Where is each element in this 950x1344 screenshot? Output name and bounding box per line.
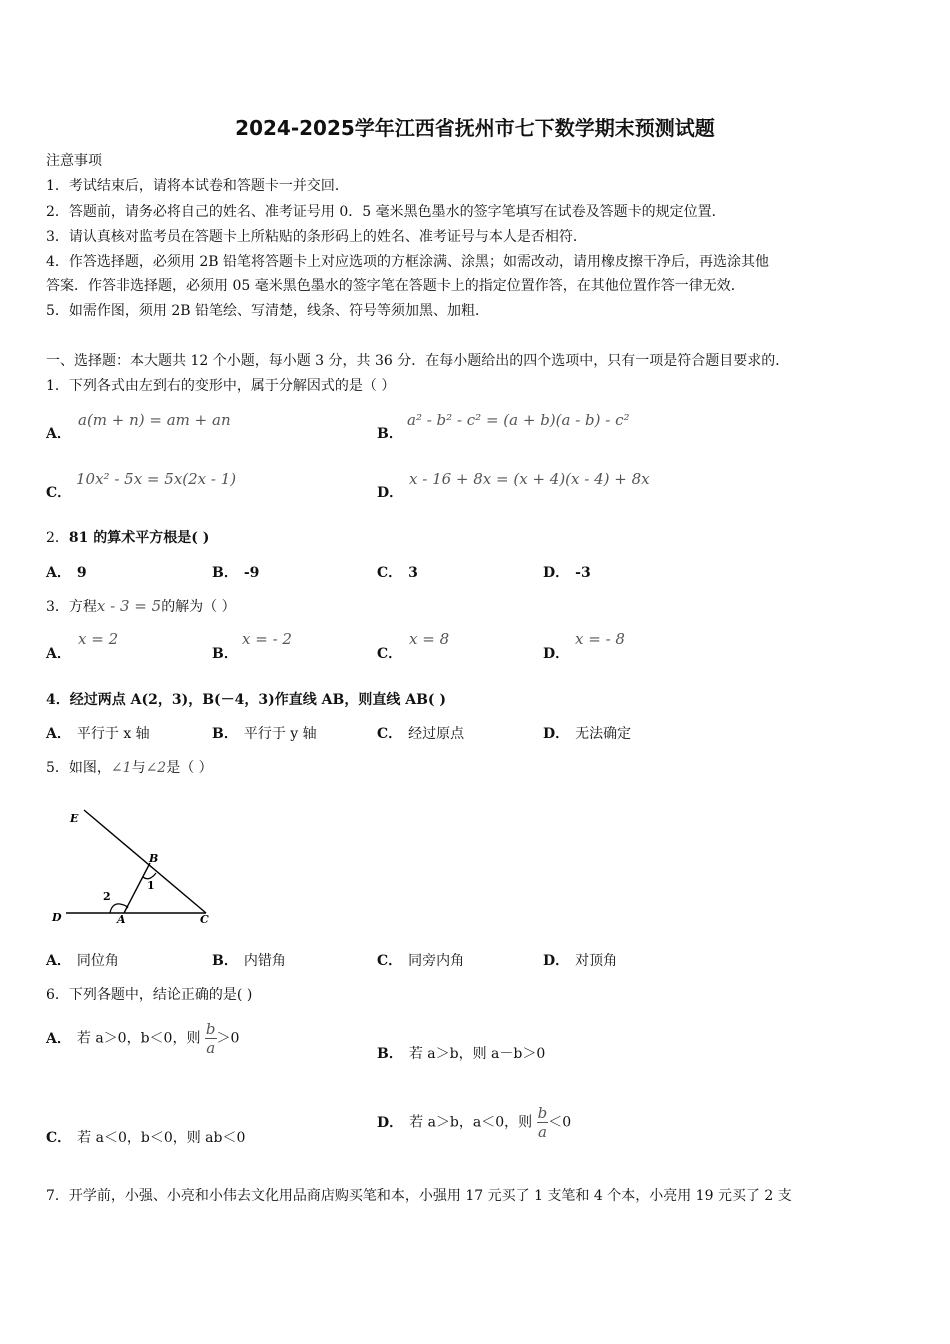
q2-option-a [46, 563, 87, 583]
fraction-numerator: b [537, 1104, 548, 1122]
q6-option-d-pre: 若 a＞b，a＜0，则 [409, 1114, 533, 1131]
q6-option-a-fraction [205, 1020, 217, 1057]
notice-item: 5．如需作图，须用 2B 铅笔绘、写清楚，线条、符号等须加黑、加粗． [46, 303, 490, 319]
q3-option-a: x = 2 [78, 630, 119, 648]
question-1-stem: 1．下列各式由左到右的变形中，属于分解因式的是（ ） [46, 378, 396, 394]
q3-stem-pre: 3．方程 [46, 599, 97, 615]
q4-option-b [212, 724, 317, 744]
q1-option-d-label: D． [377, 485, 404, 501]
section-heading: 一、选择题：本大题共 12 个小题，每小题 3 分，共 36 分．在每小题给出的四个选项中，只有一项是符合题目要求的． [46, 353, 790, 369]
q6-option-c-text: 若 a＜0，b＜0，则 ab＜0 [77, 1130, 246, 1146]
q5-option-d [543, 951, 617, 971]
label-2: 2 [103, 890, 111, 903]
q1-option-a: a(m + n) = am + an [78, 411, 231, 429]
q6-option-d-fraction [537, 1104, 549, 1141]
q4-option-a [46, 724, 150, 744]
q4-option-c-text: 经过原点 [408, 726, 465, 742]
q3-option-b-label: B． [212, 646, 238, 662]
label-d: D [52, 911, 62, 924]
q3-option-c-label: C． [377, 646, 403, 662]
q4-option-c [377, 724, 464, 744]
q2-option-a-label: A． [46, 565, 71, 581]
q6-option-a-post: ＞0 [216, 1030, 240, 1047]
q5-stem-mid: 与 [131, 760, 146, 776]
q2-text: 81 的算术平方根是( ) [68, 530, 210, 546]
q4-option-d-text: 无法确定 [575, 726, 632, 742]
q4-option-b-label: B． [212, 726, 238, 742]
label-a: A [117, 913, 126, 926]
q5-option-d-label: D． [543, 953, 570, 969]
q5-option-b-text: 内错角 [243, 953, 286, 969]
q2-option-c-label: C． [377, 565, 403, 581]
q4-option-d-label: D． [543, 726, 570, 742]
notice-item: 1．考试结束后，请将本试卷和答题卡一并交回． [46, 178, 349, 194]
q6-option-d [377, 1104, 571, 1141]
q5-option-b [212, 951, 286, 971]
q1-option-a-label: A． [46, 426, 71, 442]
q1-option-b: a² - b² - c² = (a + b)(a - b) - c² [407, 411, 630, 429]
q2-option-b-label: B． [212, 565, 238, 581]
q4-option-c-label: C． [377, 726, 403, 742]
q2-option-d [543, 563, 591, 583]
q5-stem-post: 是（ ） [166, 760, 213, 776]
q6-option-c-label: C． [46, 1130, 72, 1146]
q6-option-c [46, 1128, 245, 1148]
q5-stem-pre: 5．如图， [46, 760, 111, 776]
q6-option-a-label: A． [46, 1030, 71, 1047]
q5-option-c-label: C． [377, 953, 403, 969]
q5-figure [46, 800, 226, 930]
page-title: 2024-2025学年江西省抚州市七下数学期末预测试题 [235, 116, 715, 140]
q4-option-d [543, 724, 631, 744]
q6-option-a-pre: 若 a＞0，b＜0，则 [76, 1030, 201, 1047]
fraction-denominator: a [537, 1123, 547, 1141]
q2-option-b-text: -9 [243, 565, 260, 581]
q5-option-c-text: 同旁内角 [408, 953, 465, 969]
notice-item: 3．请认真核对监考员在答题卡上所粘贴的条形码上的姓名、准考证号与本人是否相符． [46, 229, 587, 245]
q3-option-d: x = - 8 [575, 630, 625, 648]
q5-option-a [46, 951, 119, 971]
label-c: C [200, 913, 209, 926]
q2-option-d-text: -3 [575, 565, 591, 581]
q1-option-b-label: B． [377, 426, 403, 442]
question-5-stem [46, 758, 213, 778]
q5-angle-1: ∠1 [110, 760, 132, 776]
label-e: E [70, 812, 79, 825]
q3-stem-post: 的解为（ ） [161, 599, 236, 615]
q5-angle-2: ∠2 [145, 760, 167, 776]
q1-option-c-label: C． [46, 485, 72, 501]
notice-item: 答案．作答非选择题，必须用 05 毫米黑色墨水的签字笔在答题卡上的指定位置作答，在其他位置作答一律无效． [46, 278, 745, 294]
q5-option-c [377, 951, 464, 971]
fraction-denominator: a [206, 1039, 216, 1057]
q4-option-a-label: A． [46, 726, 71, 742]
q3-option-d-label: D． [543, 646, 570, 662]
q1-option-d: x - 16 + 8x = (x + 4)(x - 4) + 8x [409, 470, 650, 488]
q3-option-a-label: A． [46, 646, 71, 662]
q2-option-c [377, 563, 418, 583]
q6-option-b [377, 1044, 545, 1064]
q4-option-a-text: 平行于 x 轴 [76, 726, 150, 742]
notice-heading: 注意事项 [46, 153, 102, 169]
q2-option-c-text: 3 [408, 565, 418, 581]
q3-option-b: x = - 2 [242, 630, 292, 648]
label-1: 1 [147, 879, 155, 892]
q6-option-d-label: D． [377, 1114, 404, 1131]
q2-option-a-text: 9 [76, 565, 87, 581]
notice-item: 4．作答选择题，必须用 2B 铅笔将答题卡上对应选项的方框涂满、涂黑；如需改动，请用橡皮擦干净后，再选涂其他 [46, 254, 769, 270]
q2-number: 2． [46, 530, 69, 546]
q2-option-b [212, 563, 259, 583]
q5-option-b-label: B． [212, 953, 238, 969]
q5-option-a-text: 同位角 [76, 953, 119, 969]
question-4-stem: 4．经过两点 A(2，3)，B(－4，3)作直线 AB，则直线 AB( ) [46, 692, 447, 708]
q3-option-c: x = 8 [409, 630, 450, 648]
question-6-stem: 6．下列各题中，结论正确的是( ) [46, 987, 253, 1003]
q6-option-b-label: B． [377, 1046, 403, 1062]
notice-item: 2．答题前，请务必将自己的姓名、准考证号用 0．5 毫米黑色墨水的签字笔填写在试卷及答题卡的规定位置． [46, 204, 726, 220]
label-b: B [149, 852, 159, 865]
question-3-stem [46, 596, 236, 617]
q4-option-b-text: 平行于 y 轴 [243, 726, 317, 742]
q3-equation: x - 3 = 5 [96, 597, 162, 615]
q6-option-a [46, 1020, 239, 1057]
q5-option-d-text: 对顶角 [575, 953, 618, 969]
q6-option-b-text: 若 a＞b，则 a－b＞0 [408, 1046, 546, 1062]
fraction-numerator: b [205, 1020, 216, 1038]
q5-option-a-label: A． [46, 953, 71, 969]
q1-option-c: 10x² - 5x = 5x(2x - 1) [76, 470, 237, 488]
q2-option-d-label: D． [543, 565, 570, 581]
q6-option-d-post: ＜0 [548, 1114, 572, 1131]
question-7-stem: 7．开学前，小强、小亮和小伟去文化用品商店购买笔和本，小强用 17 元买了 1 支笔和 4 个本，小亮用 19 元买了 2 支 [46, 1188, 792, 1204]
question-2-stem [46, 528, 209, 548]
